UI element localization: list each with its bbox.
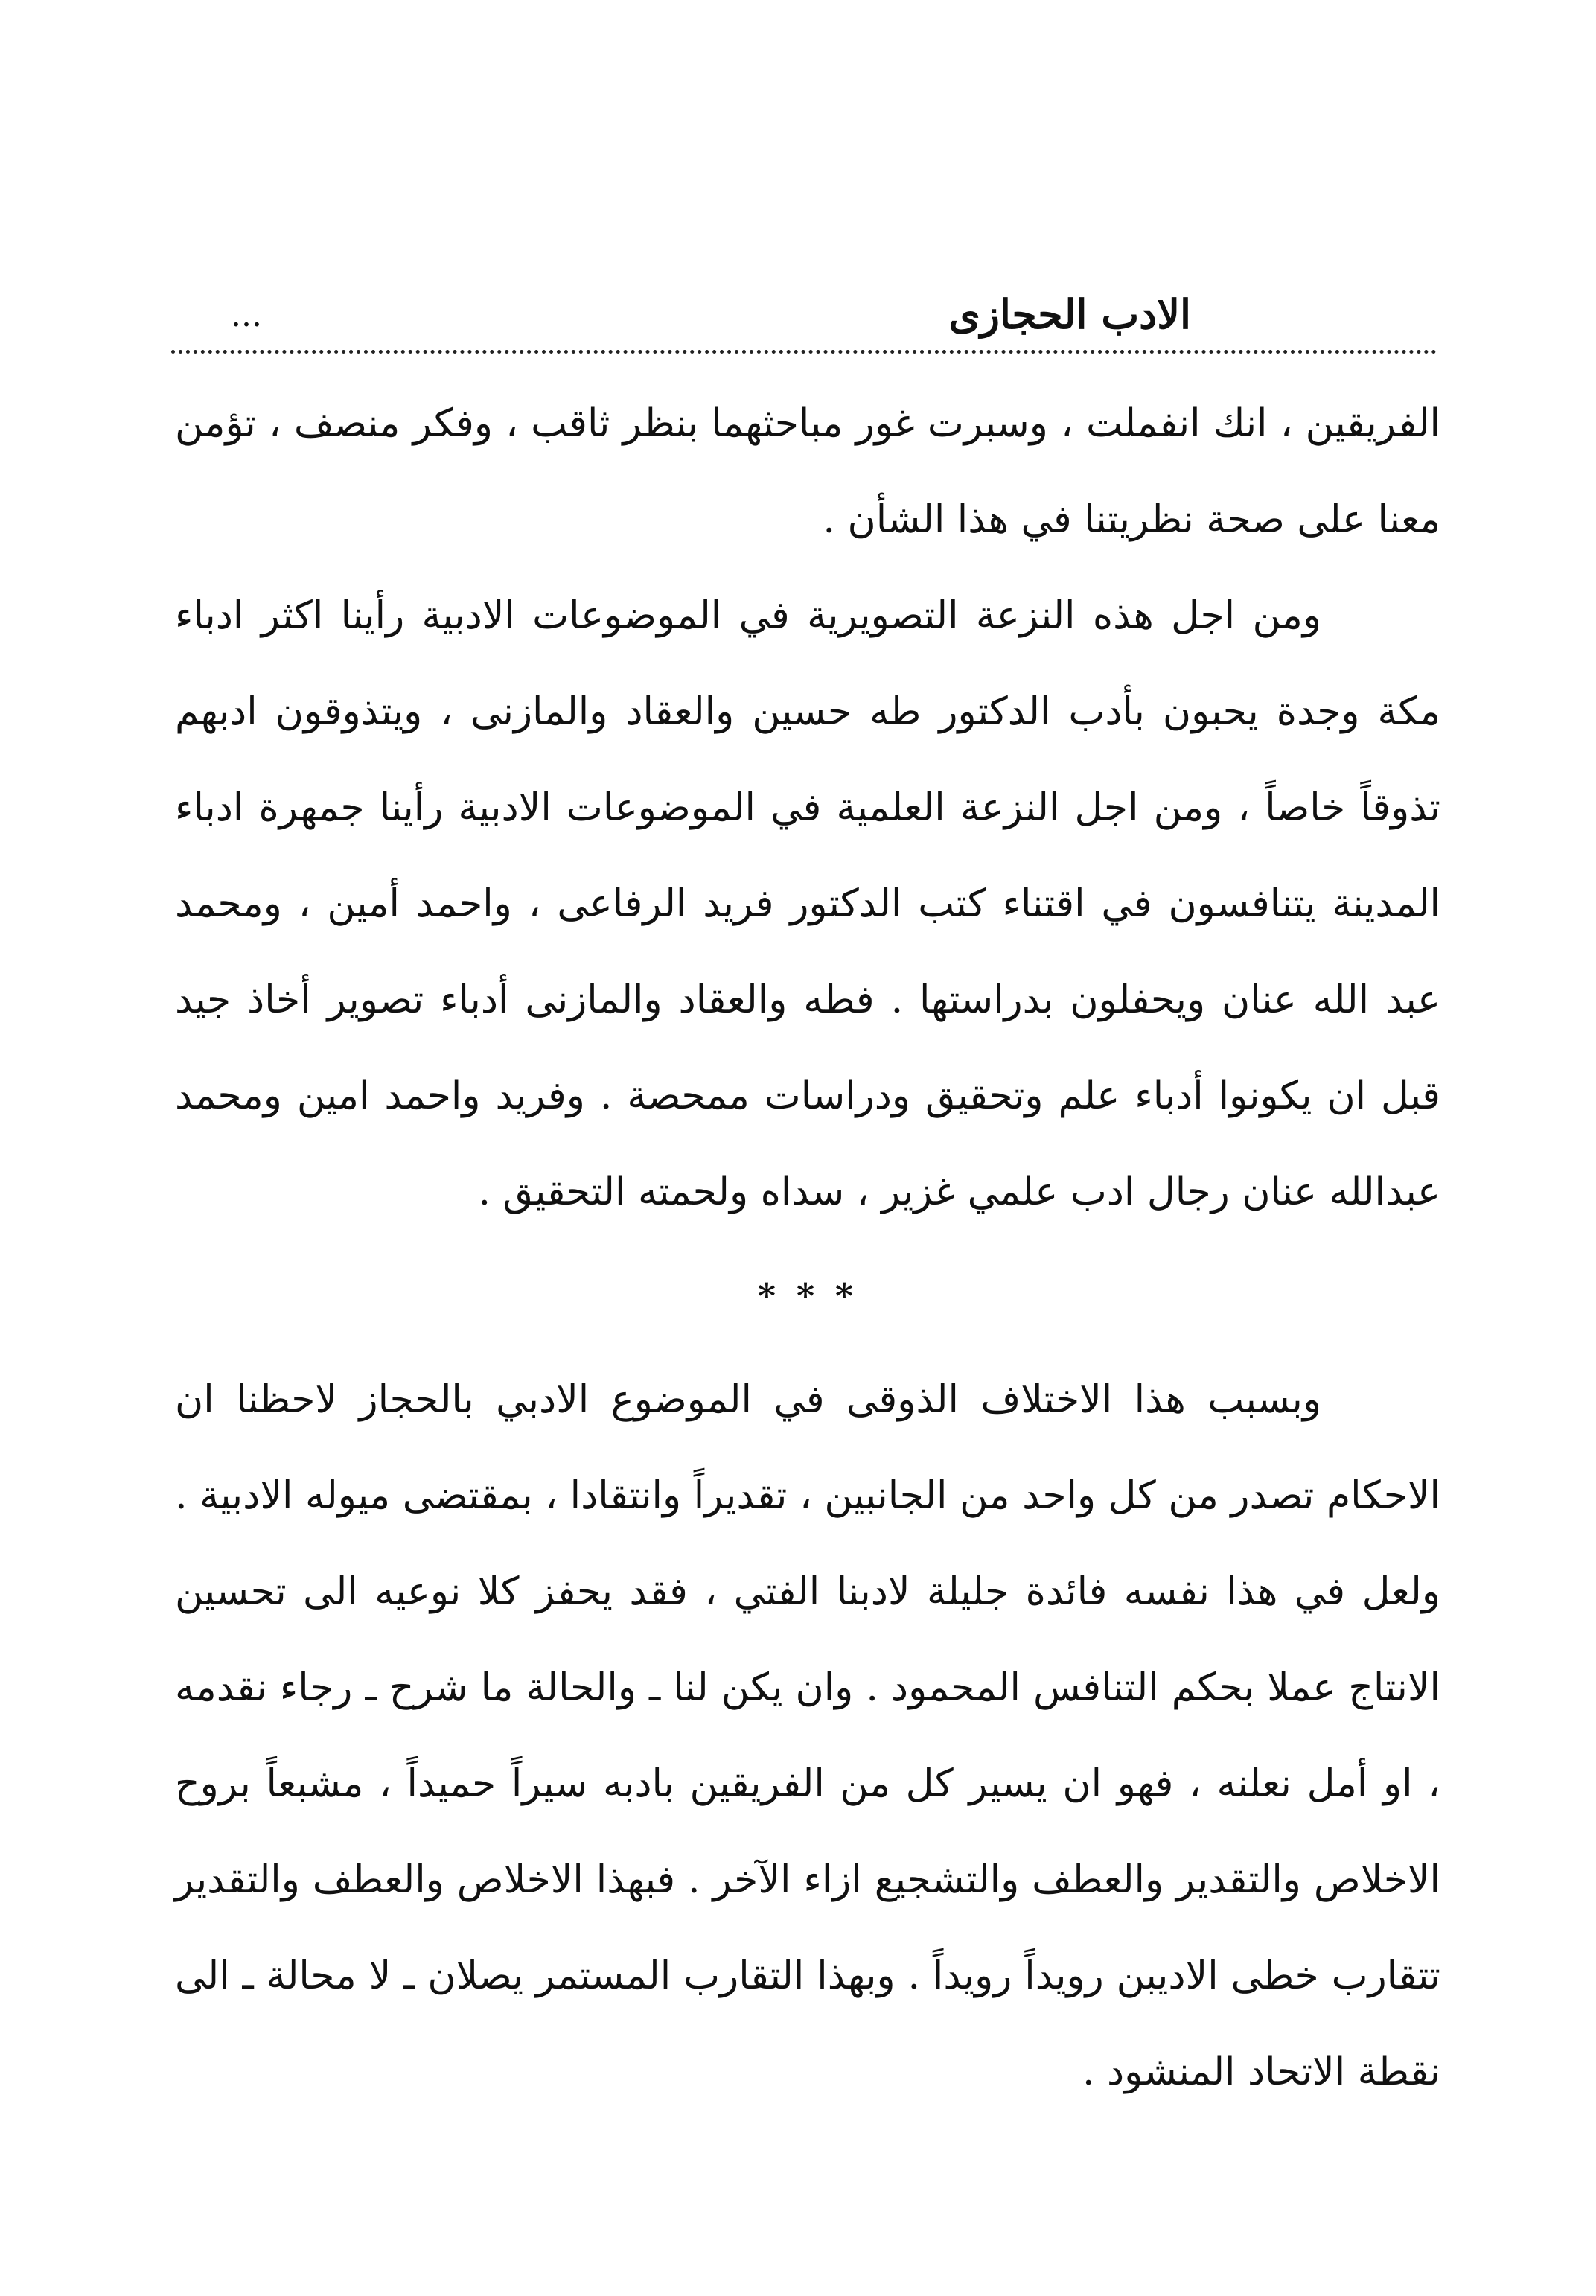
page-marker: ... — [231, 296, 262, 334]
paragraph-3: وبسبب هذا الاختلاف الذوقى في الموضوع الادبي بالحجاز لاحظنا ان الاحكام تصدر من كل واحد من الجانبين ، تقديراً وانتقادا ، بمقتضى ميوله الادبية . ولعل في هذا نفسه فائدة جليلة لادبنا الفتي ، فقد يحفز كلا نوعيه الى تحسين الانتاج عملا بحكم التنافس المحمود . وان يكن لنا ـ والحالة ما شرح ـ رجاء نقدمه ، او أمل نعلنه ، فهو ان يسير كل من الفريقين بادبه سيراً حميداً ، مشبعاً بروح الاخلاص والتقدير والعطف والتشجيع ازاء الآخر . فبهذا الاخلاص والعطف والتقدير تتقارب خطى الاديبن رويداً رويداً . وبهذا التقارب المستمر يصلان ـ لا محالة ـ الى نقطة الاتحاد المنشود . — [175, 1377, 1440, 2094]
paragraph-1: الفريقين ، انك انفملت ، وسبرت غور مباحثهما بنظر ثاقب ، وفكر منصف ، تؤمن معنا على صحة نظريتنا في هذا الشأن . — [175, 401, 1440, 542]
body-text — [175, 376, 1440, 2120]
section-separator: * * * — [757, 1276, 858, 1316]
paragraph-2: ومن اجل هذه النزعة التصويرية في الموضوعات الادبية رأينا اكثر ادباء مكة وجدة يحبون بأدب الدكتور طه حسين والعقاد والمازنى ، ويتذوقون ادبهم تذوقاً خاصاً ، ومن اجل النزعة العلمية في الموضوعات الادبية رأينا جمهرة ادباء المدينة يتنافسون في اقتناء كتب الدكتور فريد الرفاعى ، واحمد أمين ، ومحمد عبد الله عنان ويحفلون بدراستها . فطه والعقاد والمازنى أدباء تصوير أخاذ جيد قبل ان يكونوا أدباء علم وتحقيق ودراسات ممحصة . وفريد واحمد امين ومحمد عبدالله عنان رجال ادب علمي غزير ، سداه ولحمته التحقيق . — [175, 593, 1440, 1214]
page-header — [171, 283, 1437, 357]
running-title: الادب الحجازى — [948, 290, 1191, 338]
header-dotted-rule — [171, 350, 1437, 354]
